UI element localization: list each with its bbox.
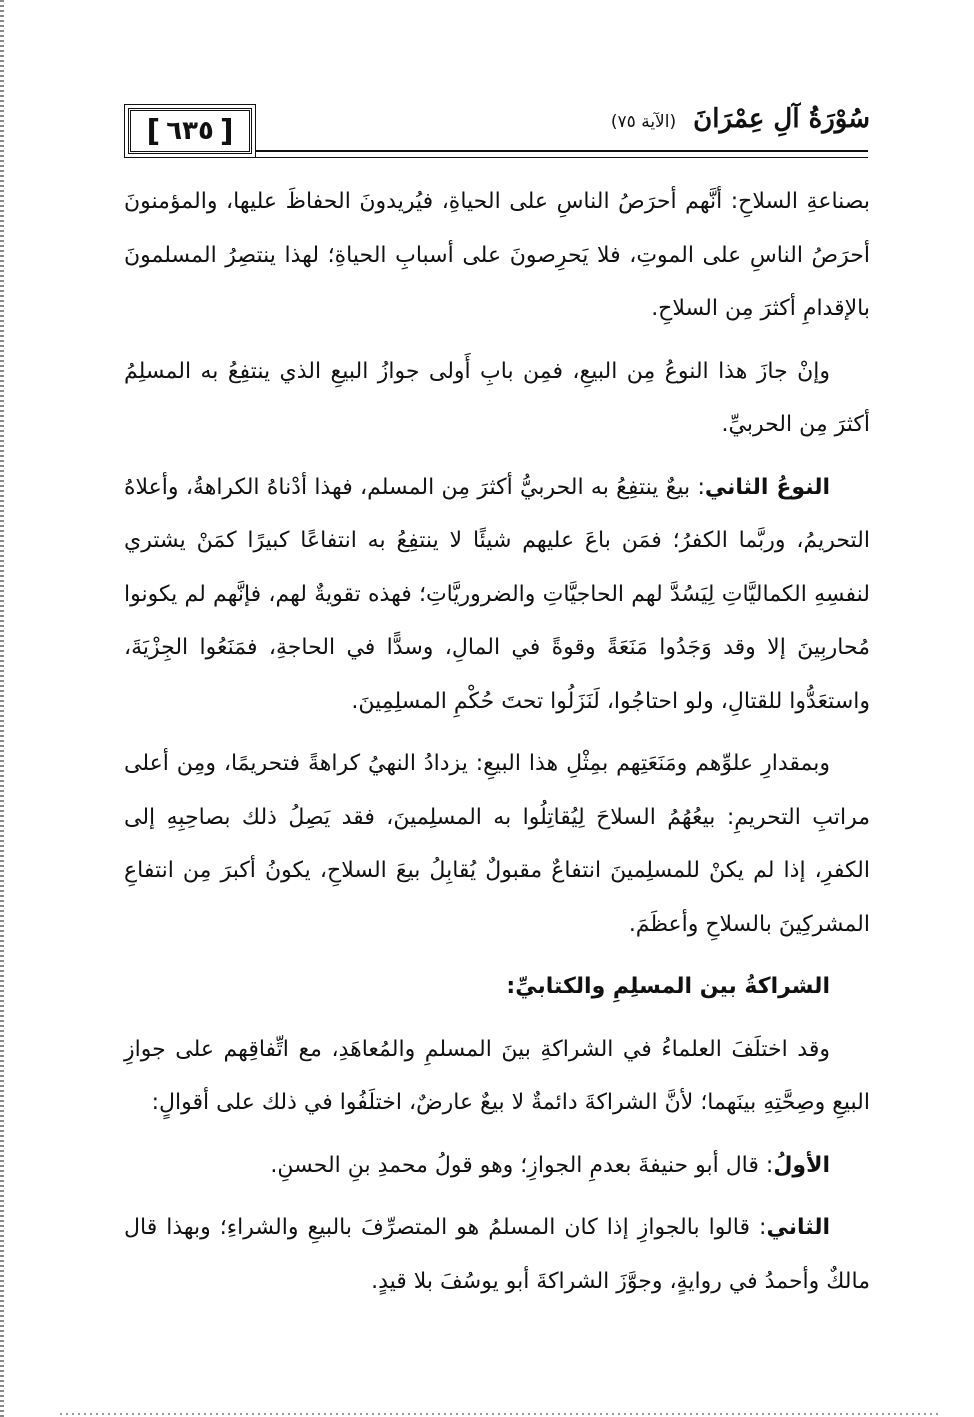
paragraph-4	[124, 737, 870, 951]
paragraph-7	[124, 1139, 870, 1193]
paragraph-text: بصناعةِ السلاحِ: أنَّهم أحرَصُ الناسِ على الحياةِ، فيُريدونَ الحفاظَ عليها، والمؤمنونَ أحرَصُ الناسِ على الموتِ، فلا يَحرِصونَ على أسبابِ الحياةِ؛ لهذا ينتصِرُ المسلمونَ بالإقدامِ أكثرَ مِن السلاحِ.	[124, 189, 870, 321]
bracket-right-icon: ]	[146, 113, 161, 149]
page-header	[128, 104, 870, 158]
paragraph-text: وبمقدارِ علوِّهم ومَنَعَتِهم بمِثْلِ هذا البيعِ: يزدادُ النهيُ كراهةً فتحريمًا، ومِن أعلى مراتبِ التحريمِ: بيعُهُمُ السلاحَ لِيُقاتِلُوا به المسلِمينَ، فقد يَصِلُ ذلك بصاحِبِهِ إلى الكفرِ، إذا لم يكنْ للمسلِمينَ انتفاعٌ مقبولٌ يُقابِلُ بيعَ السلاحِ، يكونُ أكبرَ مِن انتفاعِ المشركِينَ بالسلاحِ وأعظَمَ.	[124, 751, 870, 937]
bracket-left-icon: [	[219, 113, 234, 149]
paragraph-text: وقد اختلَفَ العلماءُ في الشراكةِ بينَ المسلمِ والمُعاهَدِ، مع اتِّفاقِهم على جوازِ البيعِ وصِحَّتِهِ بينَهما؛ لأنَّ الشراكةَ دائمةٌ لا بيعٌ عارضٌ، اختلَفُوا في ذلك على أقوالٍ:	[124, 1036, 870, 1115]
page-number: ٦٣٥	[166, 116, 214, 146]
paragraph-3	[124, 461, 870, 729]
paragraph-text: : قال أبو حنيفةَ بعدمِ الجوازِ؛ وهو قولُ محمدِ بنِ الحسنِ.	[270, 1152, 774, 1178]
paragraph-lead: النوعُ الثاني	[704, 474, 831, 500]
verse-reference: (الآية ٧٥)	[610, 112, 677, 132]
section-heading	[124, 960, 870, 1014]
surah-title: سُوْرَةُ آلِ عِمْرَانَ	[693, 104, 870, 134]
paragraph-text: : بيعٌ ينتفِعُ به الحربيُّ أكثرَ مِن المسلم، فهذا أدْناهُ الكراهةُ، وأعلاهُ التحريمُ، وربَّما الكفرُ؛ فمَن باعَ عليهم شيئًا لا ينتفِعُ به انتفاعًا كبيرًا كمَنْ يشتري لنفسِهِ الكماليَّاتِ لِيَسُدَّ لهم الحاجيَّاتِ والضروريَّاتِ؛ فهذه تقويةٌ لهم، فإنَّهم لم يكونوا مُحاربِينَ إلا وقد وَجَدُوا مَنَعَةً وقوةً في المالِ، وسدًّا في الحاجةِ، فمَنَعُوا الجِزْيَةَ، واستعَدُّوا للقتالِ، ولو احتاجُوا، لَنَزَلُوا تحتَ حُكْمِ المسلِمِينَ.	[124, 474, 870, 714]
paragraph-lead: الثاني	[766, 1215, 830, 1240]
paragraph-text: وإنْ جازَ هذا النوعُ مِن البيعِ، فمِن بابِ أَولى جوازُ البيعِ الذي ينتفِعُ به المسلِمُ أكثرَ مِن الحربيِّ.	[124, 358, 870, 437]
scan-edge-left	[0, 0, 4, 1417]
paragraph-text: : قالوا بالجوازِ إذا كان المسلمُ هو المتصرِّفَ بالبيعِ والشراءِ؛ وبهذا قال مالكٌ وأحمدُ في روايةٍ، وجوَّزَ الشراكةَ أبو يوسُفَ بلا قيدٍ.	[124, 1215, 870, 1294]
paragraph-2	[124, 345, 870, 452]
section-heading-text: الشراكةُ بين المسلِمِ والكتابيِّ:	[506, 974, 830, 999]
header-rule	[256, 150, 868, 158]
body-text	[124, 175, 870, 1317]
page-number-box	[128, 108, 252, 154]
scan-edge-bottom	[60, 1413, 940, 1415]
paragraph-lead: الأولُ	[773, 1152, 830, 1178]
running-title	[611, 104, 870, 134]
paragraph-8	[124, 1201, 870, 1308]
paragraph-1	[124, 175, 870, 336]
paragraph-6	[124, 1023, 870, 1130]
